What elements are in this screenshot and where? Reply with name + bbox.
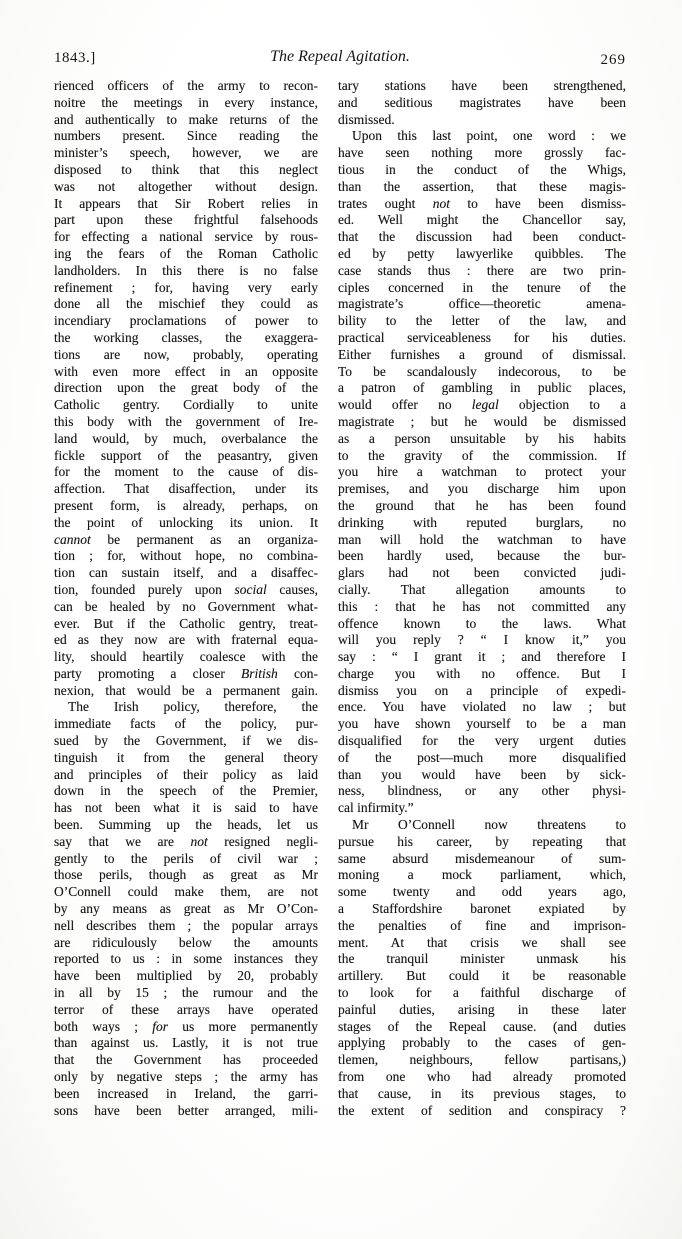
- text-line: direction upon the great body of the: [54, 380, 318, 396]
- text-line: painful duties, arising in these later: [338, 1001, 626, 1017]
- text-line: those perils, though as great as Mr: [54, 867, 318, 883]
- text-line: magistrate’s office—theoretic amena-: [338, 296, 626, 312]
- text-line: a Staffordshire baronet expiated by: [338, 901, 626, 917]
- text-line: Catholic gentry. Cordially to unite: [54, 397, 318, 413]
- text-line: from one who had already promoted: [338, 1069, 626, 1085]
- text-line: have seen nothing more grossly fac-: [338, 145, 626, 161]
- text-line: down in the speech of the Premier,: [54, 783, 318, 799]
- text-line: stages of the Repeal cause. (and duties: [338, 1018, 626, 1034]
- text-line: man will hold the watchman to have: [338, 531, 626, 547]
- text-line: nell describes them ; the popular arrays: [54, 917, 318, 933]
- text-line: sued by the Government, if we dis-: [54, 733, 318, 749]
- text-line: applying probably to the cases of gen-: [338, 1035, 626, 1051]
- text-line: cannot be permanent as an organiza-: [54, 531, 318, 547]
- text-line: than you would have been by sick-: [338, 766, 626, 782]
- text-line: the tranquil minister unmask his: [338, 951, 626, 967]
- text-line: this : that he has not committed any: [338, 598, 626, 614]
- text-line: and seditious magistrates have been: [338, 94, 626, 110]
- text-line: and authentically to make returns of the: [54, 111, 318, 127]
- text-line: a patron of gambling in public places,: [338, 380, 626, 396]
- text-line: been hardly used, because the bur-: [338, 548, 626, 564]
- text-line: ed as they now are with fraternal equa-: [54, 632, 318, 648]
- text-line: part upon these frightful falsehoods: [54, 212, 318, 228]
- text-line: done all the mischief they could as: [54, 296, 318, 312]
- running-title: The Repeal Agitation.: [270, 48, 410, 65]
- text-line: pursue his career, by repeating that: [338, 833, 626, 849]
- text-line: practical serviceableness for his duties.: [338, 329, 626, 345]
- text-line: ed by petty lawyerlike quibbles. The: [338, 245, 626, 261]
- text-line: ness, blindness, or any other physi-: [338, 783, 626, 799]
- text-line: tious in the conduct of the Whigs,: [338, 161, 626, 177]
- text-line: than the assertion, that these magis-: [338, 178, 626, 194]
- text-line: that the discussion had been conduct-: [338, 229, 626, 245]
- text-line: case stands thus : there are two prin-: [338, 262, 626, 278]
- text-line: To be scandalously indecorous, to be: [338, 363, 626, 379]
- text-line: Either furnishes a ground of dismissal.: [338, 346, 626, 362]
- text-line: disqualified for the very urgent duties: [338, 733, 626, 749]
- text-line: say that we are not resigned negli-: [54, 833, 318, 849]
- text-line: you hire a watchman to protect your: [338, 464, 626, 480]
- text-line: landholders. In this there is no false: [54, 262, 318, 278]
- text-line: It appears that Sir Robert relies in: [54, 195, 318, 211]
- text-line: have been multiplied by 20, probably: [54, 968, 318, 984]
- text-line: some twenty and odd years ago,: [338, 884, 626, 900]
- text-line: only by negative steps ; the army has: [54, 1069, 318, 1085]
- text-line: ciples concerned in the tenure of the: [338, 279, 626, 295]
- text-line: offence known to the laws. What: [338, 615, 626, 631]
- text-line: are ridiculously below the amounts: [54, 934, 318, 950]
- text-line: tions are now, probably, operating: [54, 346, 318, 362]
- text-line: tlemen, neighbours, fellow partisans,): [338, 1052, 626, 1068]
- text-line: incendiary proclamations of power to: [54, 313, 318, 329]
- text-line: cal infirmity.”: [338, 800, 414, 816]
- text-line: minister’s speech, however, we are: [54, 145, 318, 161]
- text-line: drinking with reputed burglars, no: [338, 514, 626, 530]
- text-line: reported to us : in some instances they: [54, 951, 318, 967]
- text-line: terror of these arrays have operated: [54, 1001, 318, 1017]
- text-line: glars had not been convicted judi-: [338, 565, 626, 581]
- text-line: tion can sustain itself, and a disaffec-: [54, 565, 318, 581]
- text-line: for effecting a national service by rous-: [54, 229, 318, 245]
- text-line: will you reply ? “ I know it,” you: [338, 632, 626, 648]
- page-header: [54, 48, 626, 70]
- text-line: has not been what it is said to have: [54, 800, 318, 816]
- text-line: to look for a faithful discharge of: [338, 985, 626, 1001]
- text-line: of the post—much more disqualified: [338, 749, 626, 765]
- text-line: and principles of their policy as laid: [54, 766, 318, 782]
- text-line: for the moment to the cause of dis-: [54, 464, 318, 480]
- text-line: this body with the government of Ire-: [54, 413, 318, 429]
- text-line: ing the fears of the Roman Catholic: [54, 245, 318, 261]
- text-line: ment. At that crisis we shall see: [338, 934, 626, 950]
- text-line: in all by 15 ; the rumour and the: [54, 985, 318, 1001]
- text-line: ed. Well might the Chancellor say,: [338, 212, 626, 228]
- text-line: the ground that he has been found: [338, 497, 626, 513]
- text-line: artillery. But could it be reasonable: [338, 968, 626, 984]
- text-line: the point of unlocking its union. It: [54, 514, 318, 530]
- text-line: same absurd misdemeanour of sum-: [338, 850, 626, 866]
- text-line: land would, by much, overbalance the: [54, 430, 318, 446]
- text-line: present form, is already, perhaps, on: [54, 497, 318, 513]
- text-line: lity, should heartily coalesce with the: [54, 649, 318, 665]
- text-line: moning a mock parliament, which,: [338, 867, 626, 883]
- text-line: cially. That allegation amounts to: [338, 581, 626, 597]
- text-line: dismiss you on a principle of expedi-: [338, 682, 626, 698]
- text-line: disposed to think that this neglect: [54, 161, 318, 177]
- text-line: tary stations have been strengthened,: [338, 78, 626, 93]
- text-line: was not altogether without design.: [54, 178, 318, 194]
- text-line: rienced officers of the army to recon-: [54, 78, 318, 93]
- text-line: that the Government has proceeded: [54, 1052, 318, 1068]
- text-line: ever. But if the Catholic gentry, treat-: [54, 615, 318, 631]
- text-line: both ways ; for us more permanently: [54, 1018, 319, 1034]
- text-line: say : “ I grant it ; and therefore I: [338, 649, 626, 665]
- text-line: dismissed.: [338, 111, 395, 127]
- text-line: gently to the perils of civil war ;: [54, 850, 318, 866]
- text-line: can be healed by no Government what-: [54, 598, 318, 614]
- text-line: would offer no legal objection to a: [338, 397, 626, 413]
- text-line: the working classes, the exaggera-: [54, 329, 318, 345]
- text-line: numbers present. Since reading the: [54, 128, 318, 144]
- text-line: to the gravity of the commission. If: [338, 447, 626, 463]
- text-line: the penalties of fine and imprison-: [338, 917, 626, 933]
- text-line: as a person unsuitable by his habits: [338, 430, 626, 446]
- page-number: 269: [600, 52, 626, 68]
- text-line: premises, and you discharge him upon: [338, 481, 626, 497]
- text-line: nexion, that would be a permanent gain.: [54, 682, 318, 698]
- text-line: ence. You have violated no law ; but: [338, 699, 626, 715]
- text-line: party promoting a closer British con-: [54, 665, 318, 681]
- text-line: refinement ; for, having very early: [54, 279, 318, 295]
- text-line: that cause, in its previous stages, to: [338, 1085, 626, 1101]
- text-line: with even more effect in an opposite: [54, 363, 318, 379]
- text-line: by any means as great as Mr O’Con-: [54, 901, 318, 917]
- text-line: charge you with no offence. But I: [338, 665, 626, 681]
- header-year-label: 1843.]: [54, 50, 96, 66]
- text-line: you have shown yourself to be a man: [338, 716, 626, 732]
- text-line: bility to the letter of the law, and: [338, 313, 626, 329]
- text-line: The Irish policy, therefore, the: [68, 699, 318, 715]
- text-line: Upon this last point, one word : we: [352, 128, 626, 144]
- text-line: tion, founded purely upon social causes,: [54, 581, 318, 597]
- text-line: fickle support of the peasantry, given: [54, 447, 318, 463]
- text-line: immediate facts of the policy, pur-: [54, 716, 318, 732]
- text-line: affection. That disaffection, under its: [54, 481, 318, 497]
- text-line: trates ought not to have been dismiss-: [338, 195, 626, 211]
- text-line: tinguish it from the general theory: [54, 749, 318, 765]
- text-line: than against us. Lastly, it is not true: [54, 1035, 318, 1051]
- text-line: been increased in Ireland, the garri-: [54, 1085, 318, 1101]
- right-text-column: [338, 78, 626, 1119]
- left-text-column: [54, 78, 318, 1119]
- text-line: Mr O’Connell now threatens to: [352, 817, 626, 833]
- text-line: sons have been better arranged, mili-: [54, 1102, 318, 1118]
- text-line: the extent of sedition and conspiracy ?: [338, 1102, 626, 1118]
- text-line: noitre the meetings in every instance,: [54, 94, 318, 110]
- text-line: O’Connell could make them, are not: [54, 884, 318, 900]
- text-line: magistrate ; but he would be dismissed: [338, 413, 626, 429]
- text-line: been. Summing up the heads, let us: [54, 817, 318, 833]
- text-line: tion ; for, without hope, no combina-: [54, 548, 318, 564]
